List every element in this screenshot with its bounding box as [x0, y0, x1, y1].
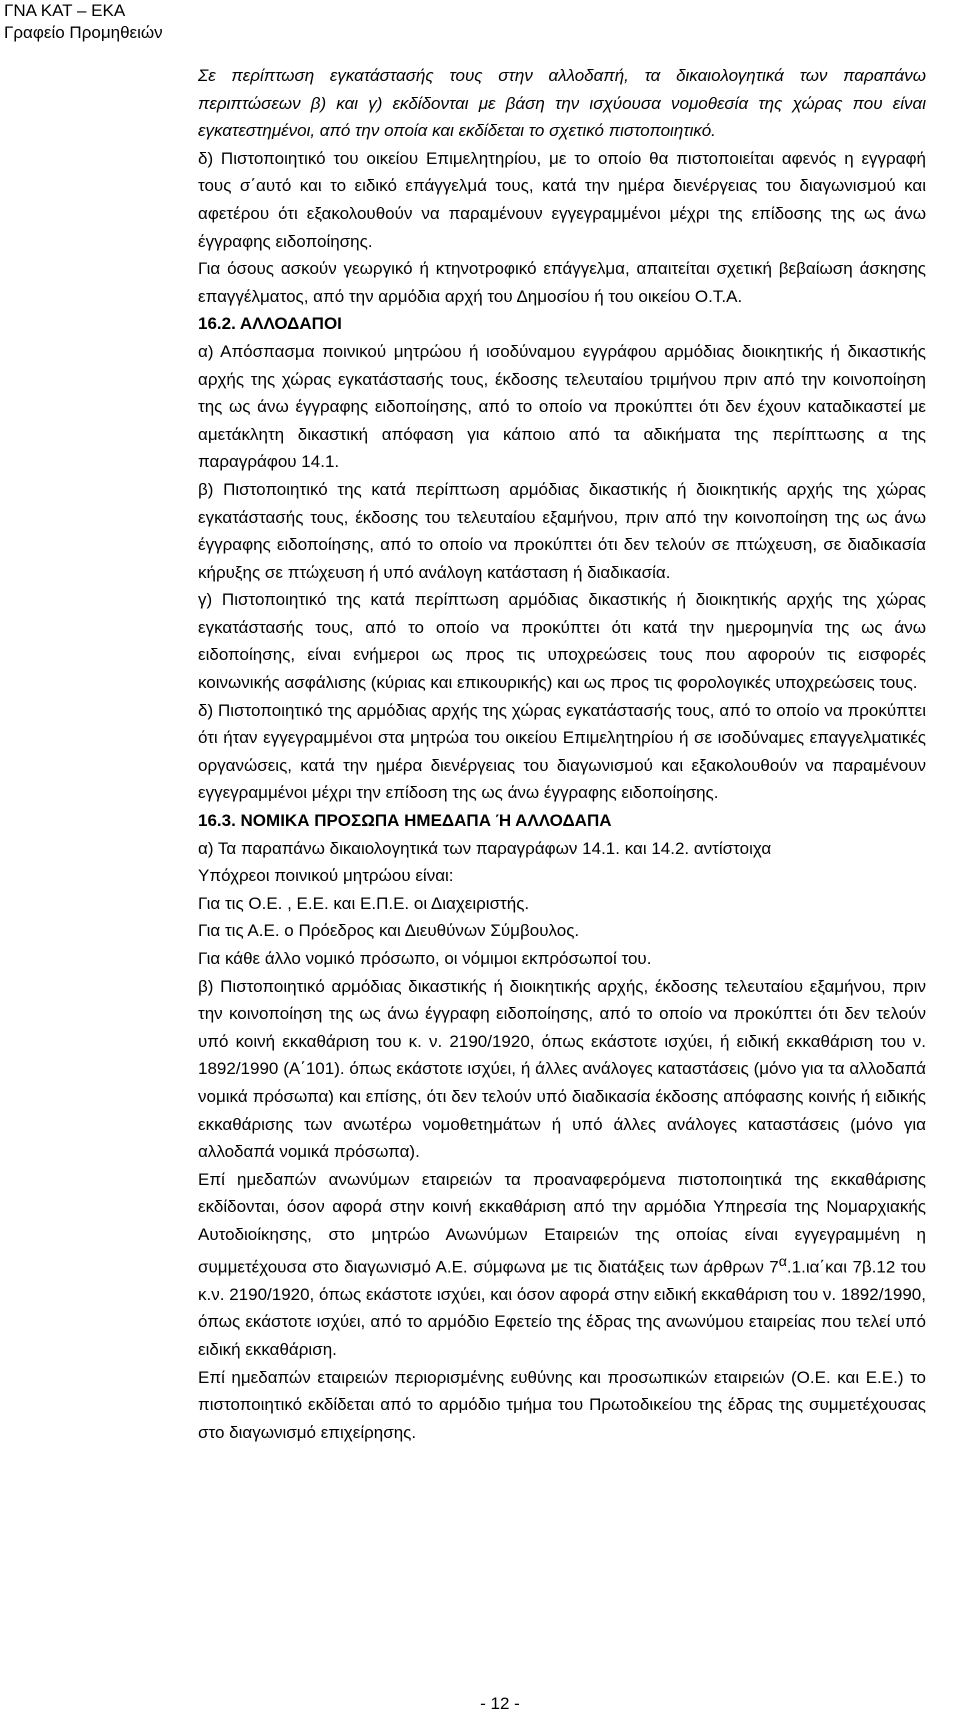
paragraph-registry-certificate: δ) Πιστοποιητικό της αρμόδιας αρχής της χώρας εγκατάστασής τους, από το οποίο να προκύπτει ότι ήταν εγγεγραμμένοι στα μητρώα του οικείου Επιμελητηρίου ή σε ισοδύναμες επαγγελματικές οργανώσεις, κατά την ημέρα διενέργειας του διαγωνισμού και εξακολουθούν να παραμένουν εγγεγραμμένοι μέχρι την επίδοση της ως άνω έγγραφης ειδοποίησης.: [198, 700, 926, 803]
paragraph-other-entity: Για κάθε άλλο νομικό πρόσωπο, οι νόμιμοι εκπρόσωποί του.: [198, 949, 652, 968]
document-header: [4, 0, 163, 44]
paragraph-obliged: Υπόχρεοι ποινικού μητρώου είναι:: [198, 866, 454, 886]
paragraph-chamber-certificate: δ) Πιστοποιητικό του οικείου Επιμελητηρίου, με το οποίο θα πιστοποιείται αφενός η εγγραφή τους σ΄αυτό και το ειδικό επάγγελμά τους, κατά την ημέρα διενέργειας του διαγωνισμού και αφετέρου ότι εξακολουθούν να παραμένουν εγγεγραμμένοι μέχρι της επίδοσης της ως άνω έγγραφης ειδοποίησης.: [198, 148, 926, 251]
sa-liquidation-tail: .1.ια΄και 7β.12 του κ.ν. 2190/1920, όπως εκάστοτε ισχύει, και όσον αφορά στην ειδική εκκαθάριση του ν. 1892/1990, όπως εκάστοτε ισχύει, από το αρμόδιο Εφετείο της έδρας της ανωνύμου εταιρείας που τελεί υπό ειδική εκκαθάριση.: [198, 1257, 926, 1359]
section-heading-16-3: 16.3. ΝΟΜΙΚΑ ΠΡΟΣΩΠΑ ΗΜΕΔΑΠΑ Ή ΑΛΛΟΔΑΠΑ: [198, 811, 612, 831]
superscript-alpha: α: [778, 1253, 787, 1270]
paragraph-ae: Για τις Α.Ε. ο Πρόεδρος και Διευθύνων Σύμβουλος.: [198, 921, 580, 941]
paragraph-foreign-note: Σε περίπτωση εγκατάστασής τους στην αλλοδαπή, τα δικαιολογητικά των παραπάνω περιπτώσεων β) και γ) εκδίδονται με βάση την ισχύουσα νομοθεσία της χώρας που είναι εγκατεστημένοι, από την οποία και εκδίδεται το σχετικό πιστοποιητικό.: [198, 66, 926, 141]
section-heading-16-2: 16.2. ΑΛΛΟΔΑΠΟΙ: [198, 314, 342, 334]
paragraph-bankruptcy-certificate: β) Πιστοποιητικό της κατά περίπτωση αρμόδιας δικαστικής ή διοικητικής αρχής της χώρας εγκατάστασής τους, έκδοσης του τελευταίου εξαμήνου, πριν από την κοινοποίηση της ως άνω έγγραφης ειδοποίησης, από το οποίο να προκύπτει ότι δεν τελούν σε πτώχευση, σε διαδικασία κήρυξης σε πτώχευση ή υπό ανάλογη κατάσταση ή διαδικασία.: [198, 479, 926, 582]
paragraph-oe-ee-epe: Για τις Ο.Ε. , Ε.Ε. και Ε.Π.Ε. οι Διαχειριστής.: [198, 893, 530, 913]
paragraph-criminal-record: α) Απόσπασμα ποινικού μητρώου ή ισοδύναμου εγγράφου αρμόδιας διοικητικής ή δικαστικής αρχής της χώρας εγκατάστασής τους, έκδοσης τελευταίου τριμήνου πριν από την κοινοποίηση της ως άνω έγγραφης ειδοποίησης, από το οποίο να προκύπτει ότι δεν έχουν καταδικαστεί με αμετάκλητη δικαστική απόφαση για κάποιο από τα αδικήματα της περίπτωσης α της παραγράφου 14.1.: [198, 341, 926, 472]
paragraph-liquidation-certificate: β) Πιστοποιητικό αρμόδιας δικαστικής ή διοικητικής αρχής, έκδοσης τελευταίου εξαμήνου, πριν την κοινοποίηση της ως άνω έγγραφη ειδοποίησης, από το οποίο να προκύπτει ότι δεν τελούν υπό κοινή εκκαθάριση του κ. ν. 2190/1920, όπως εκάστοτε ισχύει, ή ειδική εκκαθάριση του ν. 1892/1990 (Α΄101). όπως εκάστοτε ισχύει, ή άλλες ανάλογες καταστάσεις (μόνο για τα αλλοδαπά νομικά πρόσωπα) και επίσης, ότι δεν τελούν υπό διαδικασία έκδοσης απόφασης κοινής ή ειδικής εκκαθάρισης των ανωτέρω νομοθετημάτων ή υπό άλλες ανάλογες καταστάσεις (μόνο για αλλοδαπά νομικά πρόσωπα).: [198, 976, 926, 1162]
page-number: - 12 -: [480, 1694, 520, 1713]
paragraph-agricultural: Για όσους ασκούν γεωργικό ή κτηνοτροφικό επάγγελμα, απαιτείται σχετική βεβαίωση άσκησης επαγγέλματος, από την αρμόδια αρχή του Δημοσίου ή του οικείου Ο.Τ.Α.: [198, 259, 926, 306]
paragraph-legal-entities-a: α) Τα παραπάνω δικαιολογητικά των παραγράφων 14.1. και 14.2. αντίστοιχα: [198, 838, 772, 858]
header-organization: ΓΝΑ ΚΑΤ – ΕΚΑ: [4, 1, 126, 20]
paragraph-sa-liquidation: [198, 1166, 926, 1364]
paragraph-insurance-certificate: γ) Πιστοποιητικό της κατά περίπτωση αρμόδιας δικαστικής ή διοικητικής αρχής της χώρας εγκατάστασής τους, από το οποίο να προκύπτει ότι κατά την ημερομηνία της ως άνω ειδοποίησης, είναι ενήμεροι ως προς τις υποχρεώσεις τους που αφορούν τις εισφορές κοινωνικής ασφάλισης (κύριας και επικουρικής) και ως προς τις φορολογικές υποχρεώσεις τους.: [198, 590, 926, 693]
header-department: Γραφείο Προμηθειών: [4, 23, 163, 42]
paragraph-ltd-partnerships: Επί ημεδαπών εταιρειών περιορισμένης ευθύνης και προσωπικών εταιρειών (Ο.Ε. και Ε.Ε.) το πιστοποιητικό εκδίδεται από το αρμόδιο τμήμα του Πρωτοδικείου της έδρας της συμμετέχουσας στο διαγωνισμό επιχείρησης.: [198, 1367, 926, 1442]
sa-liquidation-text: Επί ημεδαπών ανωνύμων εταιρειών τα προαναφερόμενα πιστοποιητικά της εκκαθάρισης εκδίδονται, όσον αφορά στην κοινή εκκαθάριση από την αρμόδια Υπηρεσία της Νομαρχιακής Αυτοδιοίκησης, στο μητρώο Ανωνύμων Εταιρειών της οποίας είναι εγγεγραμμένη η συμμετέχουσα στο διαγωνισμό Α.Ε. σύμφωνα με τις διατάξεις των άρθρων 7: [198, 1169, 926, 1277]
document-body: [198, 62, 926, 1446]
page-footer: [0, 1694, 960, 1714]
